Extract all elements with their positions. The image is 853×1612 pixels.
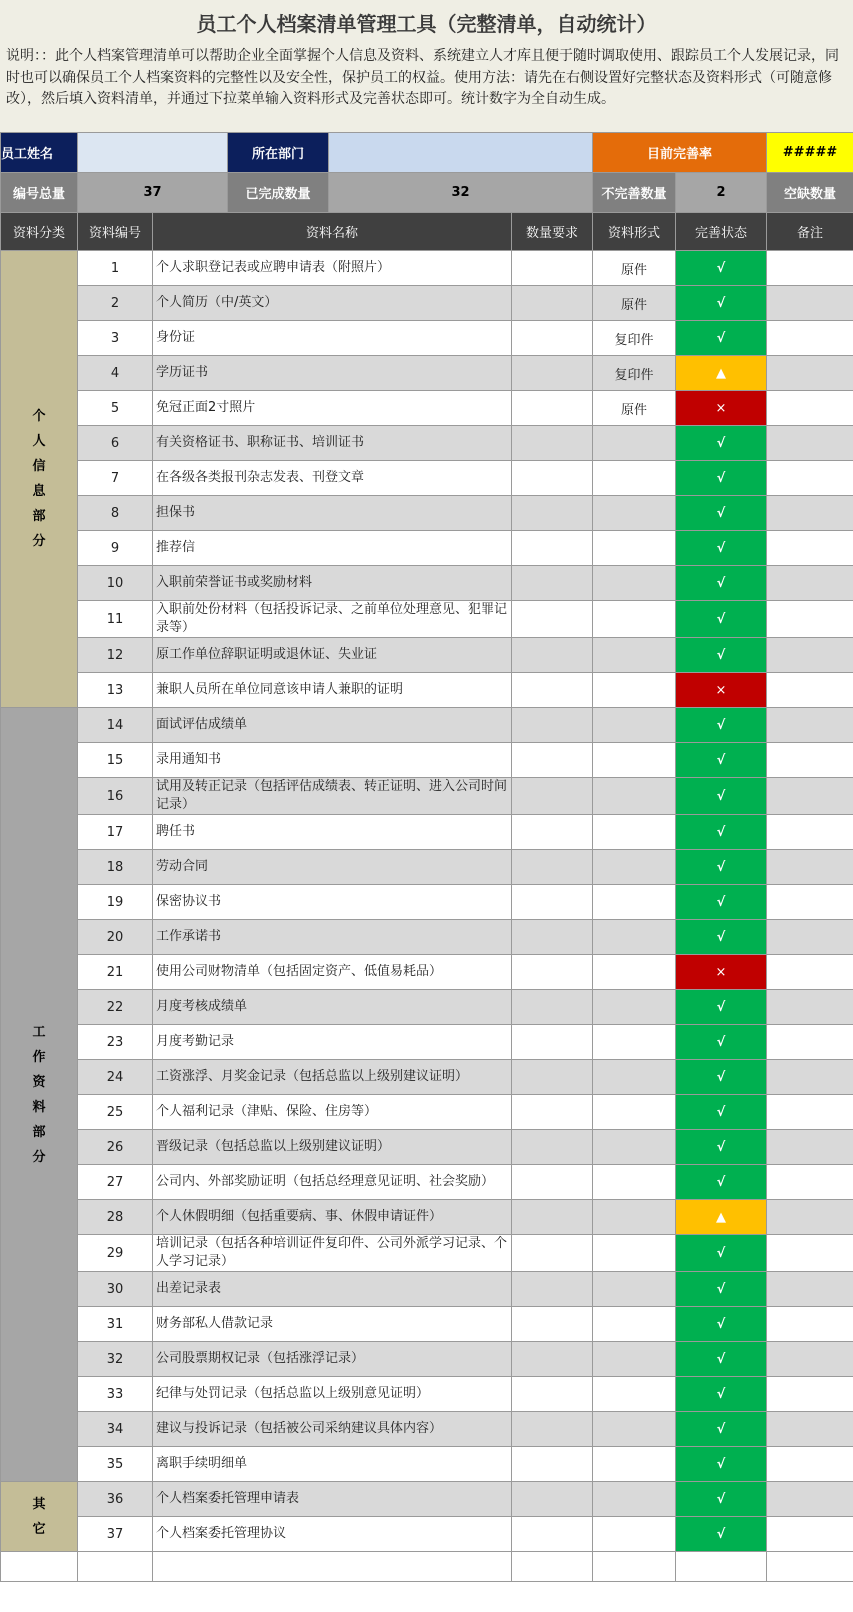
item-name[interactable]: 个人档案委托管理申请表 xyxy=(153,1482,512,1517)
table-row xyxy=(1,321,853,356)
item-number: 7 xyxy=(78,461,153,496)
item-name[interactable]: 在各级各类报刊杂志发表、刊登文章 xyxy=(153,461,512,496)
item-note[interactable] xyxy=(767,920,853,955)
item-note[interactable] xyxy=(767,1517,853,1552)
item-name[interactable]: 聘任书 xyxy=(153,815,512,850)
item-quantity[interactable] xyxy=(512,1272,593,1307)
table-row xyxy=(1,743,853,778)
item-status-select[interactable]: ▲ xyxy=(676,1200,767,1235)
description-text: 说明：：此个人档案管理清单可以帮助企业全面掌握个人信息及资料、系统建立人才库且便于随时调取使用、跟踪员工个人发展记录，同时也可以确保员工个人档案资料的完整性以及安全性，保护员工的权益。使用方法：请先在右侧设置好完整状态及资料形式（可随意修改），然后填入资料清单，并通过下拉菜单输入资料形式及完善状态即可。统计数字为全自动生成。 xyxy=(0,44,853,132)
item-number: 28 xyxy=(78,1200,153,1235)
item-status-select[interactable]: √ xyxy=(676,1447,767,1482)
item-status-select[interactable]: √ xyxy=(676,531,767,566)
item-number: 9 xyxy=(78,531,153,566)
item-quantity[interactable] xyxy=(512,955,593,990)
item-form-select[interactable] xyxy=(593,601,676,638)
item-name[interactable]: 兼职人员所在单位同意该申请人兼职的证明 xyxy=(153,673,512,708)
item-form-select[interactable] xyxy=(593,1272,676,1307)
item-name[interactable]: 公司股票期权记录（包括涨浮记录） xyxy=(153,1342,512,1377)
item-form-select[interactable]: 原件 xyxy=(593,251,676,286)
item-quantity[interactable] xyxy=(512,356,593,391)
item-quantity[interactable] xyxy=(512,815,593,850)
table-row xyxy=(1,251,853,286)
category-cell xyxy=(1,1482,78,1552)
table-row xyxy=(1,1235,853,1272)
item-number: 8 xyxy=(78,496,153,531)
item-name[interactable]: 个人福利记录（津贴、保险、住房等） xyxy=(153,1095,512,1130)
item-status-select[interactable]: √ xyxy=(676,1025,767,1060)
item-note[interactable] xyxy=(767,1165,853,1200)
item-number: 32 xyxy=(78,1342,153,1377)
archive-table xyxy=(0,132,853,1582)
item-status-select[interactable]: √ xyxy=(676,1517,767,1552)
completion-rate-value: ##### xyxy=(767,133,853,173)
table-row xyxy=(1,638,853,673)
category-cell xyxy=(1,708,78,1482)
page-title: 员工个人档案清单管理工具（完整清单，自动统计） xyxy=(0,0,853,44)
item-status-select[interactable]: √ xyxy=(676,496,767,531)
item-quantity[interactable] xyxy=(512,286,593,321)
col-header-quantity: 数量要求 xyxy=(512,213,593,251)
total-count-label: 编号总量 xyxy=(1,173,78,213)
table-row xyxy=(1,1200,853,1235)
item-note[interactable] xyxy=(767,955,853,990)
item-quantity[interactable] xyxy=(512,1165,593,1200)
col-header-name: 资料名称 xyxy=(153,213,512,251)
table-row xyxy=(1,566,853,601)
item-quantity[interactable] xyxy=(512,1025,593,1060)
item-note[interactable] xyxy=(767,496,853,531)
item-form-select[interactable] xyxy=(593,673,676,708)
item-number: 23 xyxy=(78,1025,153,1060)
col-header-status: 完善状态 xyxy=(676,213,767,251)
empty-row xyxy=(1,1552,853,1582)
item-name[interactable]: 月度考勤记录 xyxy=(153,1025,512,1060)
item-number: 33 xyxy=(78,1377,153,1412)
item-quantity[interactable] xyxy=(512,1307,593,1342)
table-row xyxy=(1,1517,853,1552)
table-row xyxy=(1,990,853,1025)
item-status-select[interactable]: √ xyxy=(676,1272,767,1307)
item-form-select[interactable]: 复印件 xyxy=(593,356,676,391)
col-header-number: 资料编号 xyxy=(78,213,153,251)
empty-cell[interactable] xyxy=(1,1552,78,1582)
item-status-select[interactable]: √ xyxy=(676,990,767,1025)
item-form-select[interactable] xyxy=(593,1165,676,1200)
missing-count-label: 空缺数量 xyxy=(767,173,853,213)
item-number: 1 xyxy=(78,251,153,286)
item-number: 6 xyxy=(78,426,153,461)
table-row xyxy=(1,708,853,743)
item-status-select[interactable]: √ xyxy=(676,1412,767,1447)
item-name[interactable]: 保密协议书 xyxy=(153,885,512,920)
item-form-select[interactable] xyxy=(593,1130,676,1165)
item-number: 22 xyxy=(78,990,153,1025)
item-form-select[interactable] xyxy=(593,1482,676,1517)
item-quantity[interactable] xyxy=(512,496,593,531)
item-name[interactable]: 免冠正面2寸照片 xyxy=(153,391,512,426)
table-row xyxy=(1,1412,853,1447)
item-status-select[interactable]: × xyxy=(676,955,767,990)
item-name[interactable]: 培训记录（包括各种培训证件复印件、公司外派学习记录、个人学习记录） xyxy=(153,1235,512,1272)
item-form-select[interactable] xyxy=(593,638,676,673)
item-number: 20 xyxy=(78,920,153,955)
item-status-select[interactable]: √ xyxy=(676,815,767,850)
item-note[interactable] xyxy=(767,356,853,391)
item-quantity[interactable] xyxy=(512,1342,593,1377)
item-quantity[interactable] xyxy=(512,391,593,426)
item-note[interactable] xyxy=(767,601,853,638)
table-row xyxy=(1,1377,853,1412)
item-name[interactable]: 入职前荣誉证书或奖励材料 xyxy=(153,566,512,601)
item-number: 3 xyxy=(78,321,153,356)
item-number: 5 xyxy=(78,391,153,426)
item-form-select[interactable] xyxy=(593,990,676,1025)
table-row xyxy=(1,1165,853,1200)
item-status-select[interactable]: √ xyxy=(676,426,767,461)
item-note[interactable] xyxy=(767,1342,853,1377)
table-row xyxy=(1,885,853,920)
employee-name-label: 员工姓名 xyxy=(1,133,78,173)
table-row xyxy=(1,1060,853,1095)
item-number: 11 xyxy=(78,601,153,638)
item-quantity[interactable] xyxy=(512,566,593,601)
item-status-select[interactable]: √ xyxy=(676,1377,767,1412)
item-status-select[interactable]: √ xyxy=(676,286,767,321)
item-name[interactable]: 财务部私人借款记录 xyxy=(153,1307,512,1342)
item-status-select[interactable]: √ xyxy=(676,708,767,743)
item-form-select[interactable] xyxy=(593,1412,676,1447)
item-form-select[interactable] xyxy=(593,1235,676,1272)
table-row xyxy=(1,461,853,496)
item-name[interactable]: 个人档案委托管理协议 xyxy=(153,1517,512,1552)
item-name[interactable]: 劳动合同 xyxy=(153,850,512,885)
item-number: 2 xyxy=(78,286,153,321)
item-number: 25 xyxy=(78,1095,153,1130)
empty-cell[interactable] xyxy=(78,1552,153,1582)
item-quantity[interactable] xyxy=(512,1200,593,1235)
empty-cell[interactable] xyxy=(676,1552,767,1582)
table-row xyxy=(1,920,853,955)
item-quantity[interactable] xyxy=(512,920,593,955)
item-form-select[interactable] xyxy=(593,1447,676,1482)
item-note[interactable] xyxy=(767,1447,853,1482)
item-note[interactable] xyxy=(767,1060,853,1095)
item-note[interactable] xyxy=(767,1235,853,1272)
item-quantity[interactable] xyxy=(512,1412,593,1447)
item-number: 16 xyxy=(78,778,153,815)
item-form-select[interactable] xyxy=(593,920,676,955)
item-note[interactable] xyxy=(767,531,853,566)
item-status-select[interactable]: √ xyxy=(676,1095,767,1130)
item-form-select[interactable] xyxy=(593,708,676,743)
item-number: 36 xyxy=(78,1482,153,1517)
item-form-select[interactable] xyxy=(593,1095,676,1130)
item-note[interactable] xyxy=(767,1130,853,1165)
item-status-select[interactable]: √ xyxy=(676,1060,767,1095)
item-note[interactable] xyxy=(767,461,853,496)
item-status-select[interactable]: √ xyxy=(676,1482,767,1517)
item-status-select[interactable]: √ xyxy=(676,1307,767,1342)
incomplete-count-label: 不完善数量 xyxy=(593,173,676,213)
item-quantity[interactable] xyxy=(512,1095,593,1130)
table-row xyxy=(1,356,853,391)
item-number: 15 xyxy=(78,743,153,778)
item-quantity[interactable] xyxy=(512,426,593,461)
item-form-select[interactable] xyxy=(593,426,676,461)
item-status-select[interactable]: √ xyxy=(676,1342,767,1377)
empty-cell[interactable] xyxy=(153,1552,512,1582)
item-name[interactable]: 离职手续明细单 xyxy=(153,1447,512,1482)
total-count-value: 37 xyxy=(78,173,228,213)
item-note[interactable] xyxy=(767,638,853,673)
item-quantity[interactable] xyxy=(512,1130,593,1165)
item-note[interactable] xyxy=(767,815,853,850)
item-form-select[interactable] xyxy=(593,850,676,885)
item-form-select[interactable] xyxy=(593,1060,676,1095)
item-number: 34 xyxy=(78,1412,153,1447)
item-name[interactable]: 试用及转正记录（包括评估成绩表、转正证明、进入公司时间记录） xyxy=(153,778,512,815)
item-number: 14 xyxy=(78,708,153,743)
item-note[interactable] xyxy=(767,778,853,815)
item-quantity[interactable] xyxy=(512,321,593,356)
item-number: 13 xyxy=(78,673,153,708)
item-status-select[interactable]: √ xyxy=(676,850,767,885)
item-quantity[interactable] xyxy=(512,778,593,815)
item-number: 4 xyxy=(78,356,153,391)
item-name[interactable]: 面试评估成绩单 xyxy=(153,708,512,743)
item-status-select[interactable]: × xyxy=(676,673,767,708)
item-note[interactable] xyxy=(767,1272,853,1307)
item-quantity[interactable] xyxy=(512,461,593,496)
item-quantity[interactable] xyxy=(512,673,593,708)
item-name[interactable]: 工资涨浮、月奖金记录（包括总监以上级别建议证明） xyxy=(153,1060,512,1095)
department-label: 所在部门 xyxy=(228,133,329,173)
item-name[interactable]: 建议与投诉记录（包括被公司采纳建议具体内容） xyxy=(153,1412,512,1447)
employee-name-input[interactable] xyxy=(78,133,228,173)
item-note[interactable] xyxy=(767,1025,853,1060)
department-input[interactable] xyxy=(329,133,593,173)
item-name[interactable]: 纪律与处罚记录（包括总监以上级别意见证明） xyxy=(153,1377,512,1412)
done-count-label: 已完成数量 xyxy=(228,173,329,213)
item-note[interactable] xyxy=(767,1095,853,1130)
item-status-select[interactable]: ▲ xyxy=(676,356,767,391)
item-number: 21 xyxy=(78,955,153,990)
item-quantity[interactable] xyxy=(512,638,593,673)
item-number: 19 xyxy=(78,885,153,920)
item-form-select[interactable] xyxy=(593,885,676,920)
item-number: 26 xyxy=(78,1130,153,1165)
item-status-select[interactable]: √ xyxy=(676,885,767,920)
item-note[interactable] xyxy=(767,1482,853,1517)
item-number: 24 xyxy=(78,1060,153,1095)
item-note[interactable] xyxy=(767,566,853,601)
item-quantity[interactable] xyxy=(512,601,593,638)
table-row xyxy=(1,496,853,531)
item-number: 31 xyxy=(78,1307,153,1342)
item-form-select[interactable]: 原件 xyxy=(593,286,676,321)
item-number: 29 xyxy=(78,1235,153,1272)
table-row xyxy=(1,815,853,850)
table-row xyxy=(1,1342,853,1377)
item-form-select[interactable]: 复印件 xyxy=(593,321,676,356)
item-name[interactable]: 使用公司财物清单（包括固定资产、低值易耗品） xyxy=(153,955,512,990)
item-number: 12 xyxy=(78,638,153,673)
item-quantity[interactable] xyxy=(512,708,593,743)
table-row xyxy=(1,673,853,708)
table-row xyxy=(1,1482,853,1517)
col-header-note: 备注 xyxy=(767,213,853,251)
item-number: 10 xyxy=(78,566,153,601)
item-quantity[interactable] xyxy=(512,531,593,566)
item-form-select[interactable] xyxy=(593,955,676,990)
item-quantity[interactable] xyxy=(512,1447,593,1482)
item-form-select[interactable] xyxy=(593,1377,676,1412)
item-form-select[interactable] xyxy=(593,743,676,778)
item-status-select[interactable]: √ xyxy=(676,638,767,673)
item-name[interactable]: 公司内、外部奖励证明（包括总经理意见证明、社会奖励） xyxy=(153,1165,512,1200)
table-row xyxy=(1,426,853,461)
item-number: 27 xyxy=(78,1165,153,1200)
item-note[interactable] xyxy=(767,850,853,885)
item-name[interactable]: 个人简历（中/英文） xyxy=(153,286,512,321)
item-note[interactable] xyxy=(767,286,853,321)
table-row xyxy=(1,1025,853,1060)
table-row xyxy=(1,850,853,885)
item-quantity[interactable] xyxy=(512,1060,593,1095)
item-status-select[interactable]: √ xyxy=(676,743,767,778)
item-form-select[interactable] xyxy=(593,531,676,566)
item-form-select[interactable] xyxy=(593,1307,676,1342)
item-note[interactable] xyxy=(767,990,853,1025)
item-name[interactable]: 出差记录表 xyxy=(153,1272,512,1307)
item-form-select[interactable] xyxy=(593,778,676,815)
table-row xyxy=(1,391,853,426)
item-quantity[interactable] xyxy=(512,885,593,920)
item-note[interactable] xyxy=(767,391,853,426)
table-row xyxy=(1,778,853,815)
item-name[interactable]: 身份证 xyxy=(153,321,512,356)
item-status-select[interactable]: √ xyxy=(676,920,767,955)
item-status-select[interactable]: √ xyxy=(676,461,767,496)
item-status-select[interactable]: √ xyxy=(676,321,767,356)
col-header-form: 资料形式 xyxy=(593,213,676,251)
item-name[interactable]: 学历证书 xyxy=(153,356,512,391)
table-row xyxy=(1,1272,853,1307)
header-row xyxy=(1,133,853,173)
item-name[interactable]: 有关资格证书、职称证书、培训证书 xyxy=(153,426,512,461)
table-row xyxy=(1,601,853,638)
item-form-select[interactable] xyxy=(593,815,676,850)
category-cell xyxy=(1,251,78,708)
item-quantity[interactable] xyxy=(512,850,593,885)
item-status-select[interactable]: √ xyxy=(676,1130,767,1165)
item-note[interactable] xyxy=(767,1377,853,1412)
table-row xyxy=(1,1447,853,1482)
empty-cell[interactable] xyxy=(512,1552,593,1582)
item-note[interactable] xyxy=(767,426,853,461)
item-status-select[interactable]: √ xyxy=(676,1165,767,1200)
item-name[interactable]: 录用通知书 xyxy=(153,743,512,778)
item-quantity[interactable] xyxy=(512,743,593,778)
item-status-select[interactable]: √ xyxy=(676,566,767,601)
item-quantity[interactable] xyxy=(512,1482,593,1517)
column-header-row xyxy=(1,213,853,251)
table-row xyxy=(1,531,853,566)
item-form-select[interactable] xyxy=(593,1342,676,1377)
table-row xyxy=(1,1130,853,1165)
item-quantity[interactable] xyxy=(512,251,593,286)
col-header-category: 资料分类 xyxy=(1,213,78,251)
completion-rate-label: 目前完善率 xyxy=(593,133,767,173)
item-form-select[interactable] xyxy=(593,1200,676,1235)
item-note[interactable] xyxy=(767,885,853,920)
empty-cell[interactable] xyxy=(767,1552,853,1582)
incomplete-count-value: 2 xyxy=(676,173,767,213)
item-name[interactable]: 担保书 xyxy=(153,496,512,531)
item-name[interactable]: 晋级记录（包括总监以上级别建议证明） xyxy=(153,1130,512,1165)
item-name[interactable]: 月度考核成绩单 xyxy=(153,990,512,1025)
item-name[interactable]: 工作承诺书 xyxy=(153,920,512,955)
item-number: 18 xyxy=(78,850,153,885)
item-status-select[interactable]: √ xyxy=(676,778,767,815)
item-name[interactable]: 个人求职登记表或应聘申请表（附照片） xyxy=(153,251,512,286)
item-note[interactable] xyxy=(767,1412,853,1447)
item-status-select[interactable]: √ xyxy=(676,1235,767,1272)
item-name[interactable]: 入职前处份材料（包括投诉记录、之前单位处理意见、犯罪记录等） xyxy=(153,601,512,638)
empty-cell[interactable] xyxy=(593,1552,676,1582)
item-form-select[interactable] xyxy=(593,566,676,601)
item-form-select[interactable] xyxy=(593,496,676,531)
item-form-select[interactable] xyxy=(593,1517,676,1552)
stats-row xyxy=(1,173,853,213)
item-quantity[interactable] xyxy=(512,1235,593,1272)
item-form-select[interactable] xyxy=(593,1025,676,1060)
category-label: 其它 xyxy=(32,1496,46,1537)
item-status-select[interactable]: √ xyxy=(676,601,767,638)
category-label: 个人信息部分 xyxy=(32,409,46,549)
table-row xyxy=(1,1307,853,1342)
item-name[interactable]: 原工作单位辞职证明或退休证、失业证 xyxy=(153,638,512,673)
item-quantity[interactable] xyxy=(512,990,593,1025)
table-row xyxy=(1,286,853,321)
category-label: 工作资料部分 xyxy=(32,1024,46,1165)
item-form-select[interactable]: 原件 xyxy=(593,391,676,426)
table-row xyxy=(1,1095,853,1130)
item-number: 37 xyxy=(78,1517,153,1552)
item-note[interactable] xyxy=(767,1200,853,1235)
item-name[interactable]: 个人休假明细（包括重要病、事、休假申请证件） xyxy=(153,1200,512,1235)
item-number: 17 xyxy=(78,815,153,850)
item-note[interactable] xyxy=(767,321,853,356)
item-status-select[interactable]: √ xyxy=(676,251,767,286)
done-count-value: 32 xyxy=(329,173,593,213)
item-note[interactable] xyxy=(767,251,853,286)
item-status-select[interactable]: × xyxy=(676,391,767,426)
item-note[interactable] xyxy=(767,743,853,778)
table-row xyxy=(1,955,853,990)
item-number: 35 xyxy=(78,1447,153,1482)
item-name[interactable]: 推荐信 xyxy=(153,531,512,566)
item-note[interactable] xyxy=(767,1307,853,1342)
item-note[interactable] xyxy=(767,673,853,708)
item-quantity[interactable] xyxy=(512,1377,593,1412)
item-note[interactable] xyxy=(767,708,853,743)
item-form-select[interactable] xyxy=(593,461,676,496)
item-quantity[interactable] xyxy=(512,1517,593,1552)
item-number: 30 xyxy=(78,1272,153,1307)
